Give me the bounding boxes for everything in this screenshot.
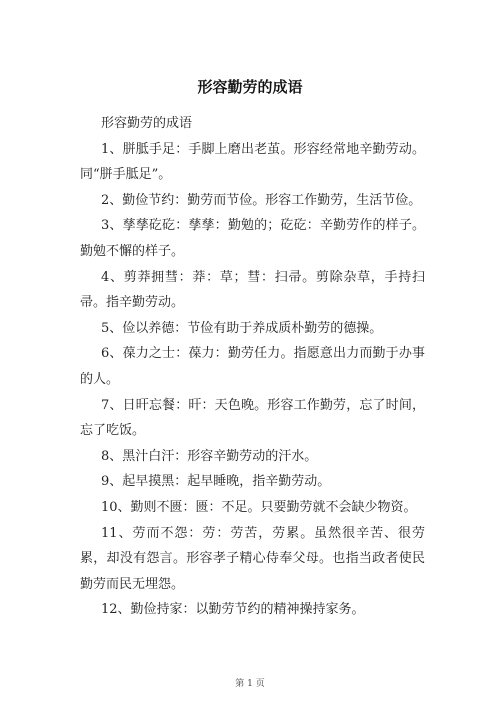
idiom-entry-3: 3、孳孳矻矻：孳孳：勤勉的；矻矻：辛勤劳作的样子。勤勉不懈的样子。 [80, 218, 425, 259]
document-body [80, 111, 425, 623]
idiom-entry-2: 2、勤俭节约：勤劳而节俭。形容工作勤劳，生活节俭。 [101, 192, 422, 208]
idiom-entry-6: 6、葆力之士：葆力：勤劳任力。指愿意出力而勤于办事的人。 [80, 346, 425, 387]
idiom-entry-7: 7、日旰忘餐：旰：天色晚。形容工作勤劳，忘了时间，忘了吃饭。 [80, 397, 425, 439]
paragraph-heading: 形容勤劳的成语 [101, 116, 193, 131]
page-title: 形容勤劳的成语 [197, 78, 303, 96]
idiom-entry-4: 4、剪莽拥彗：莽：草；彗：扫帚。剪除杂草，手持扫帚。指辛勤劳动。 [80, 269, 425, 311]
idiom-entry-8: 8、黑汁白汗：形容辛勤劳动的汗水。 [101, 448, 318, 464]
idiom-entry-5: 5、俭以养德：节俭有助于养成质朴勤劳的德操。 [101, 320, 383, 336]
page-number: 第 1 页 [235, 679, 265, 689]
idiom-entry-11: 11、劳而不怨：劳：劳苦，劳累。虽然很辛苦、很劳累，却没有怨言。形容孝子精心侍奉父母。也指当政者使民勤劳而民无埋怨。 [80, 525, 425, 592]
idiom-entry-1: 1、胼胝手足：手脚上磨出老茧。形容经常地辛勤劳动。同“胼手胝足”。 [80, 141, 425, 183]
idiom-entry-9: 9、起早摸黑：起早睡晚，指辛勤劳动。 [101, 474, 331, 490]
idiom-entry-10: 10、勤则不匮：匮：不足。只要勤劳就不会缺少物资。 [101, 499, 417, 515]
idiom-entry-12: 12、勤俭持家：以勤劳节约的精神操持家务。 [101, 602, 365, 618]
